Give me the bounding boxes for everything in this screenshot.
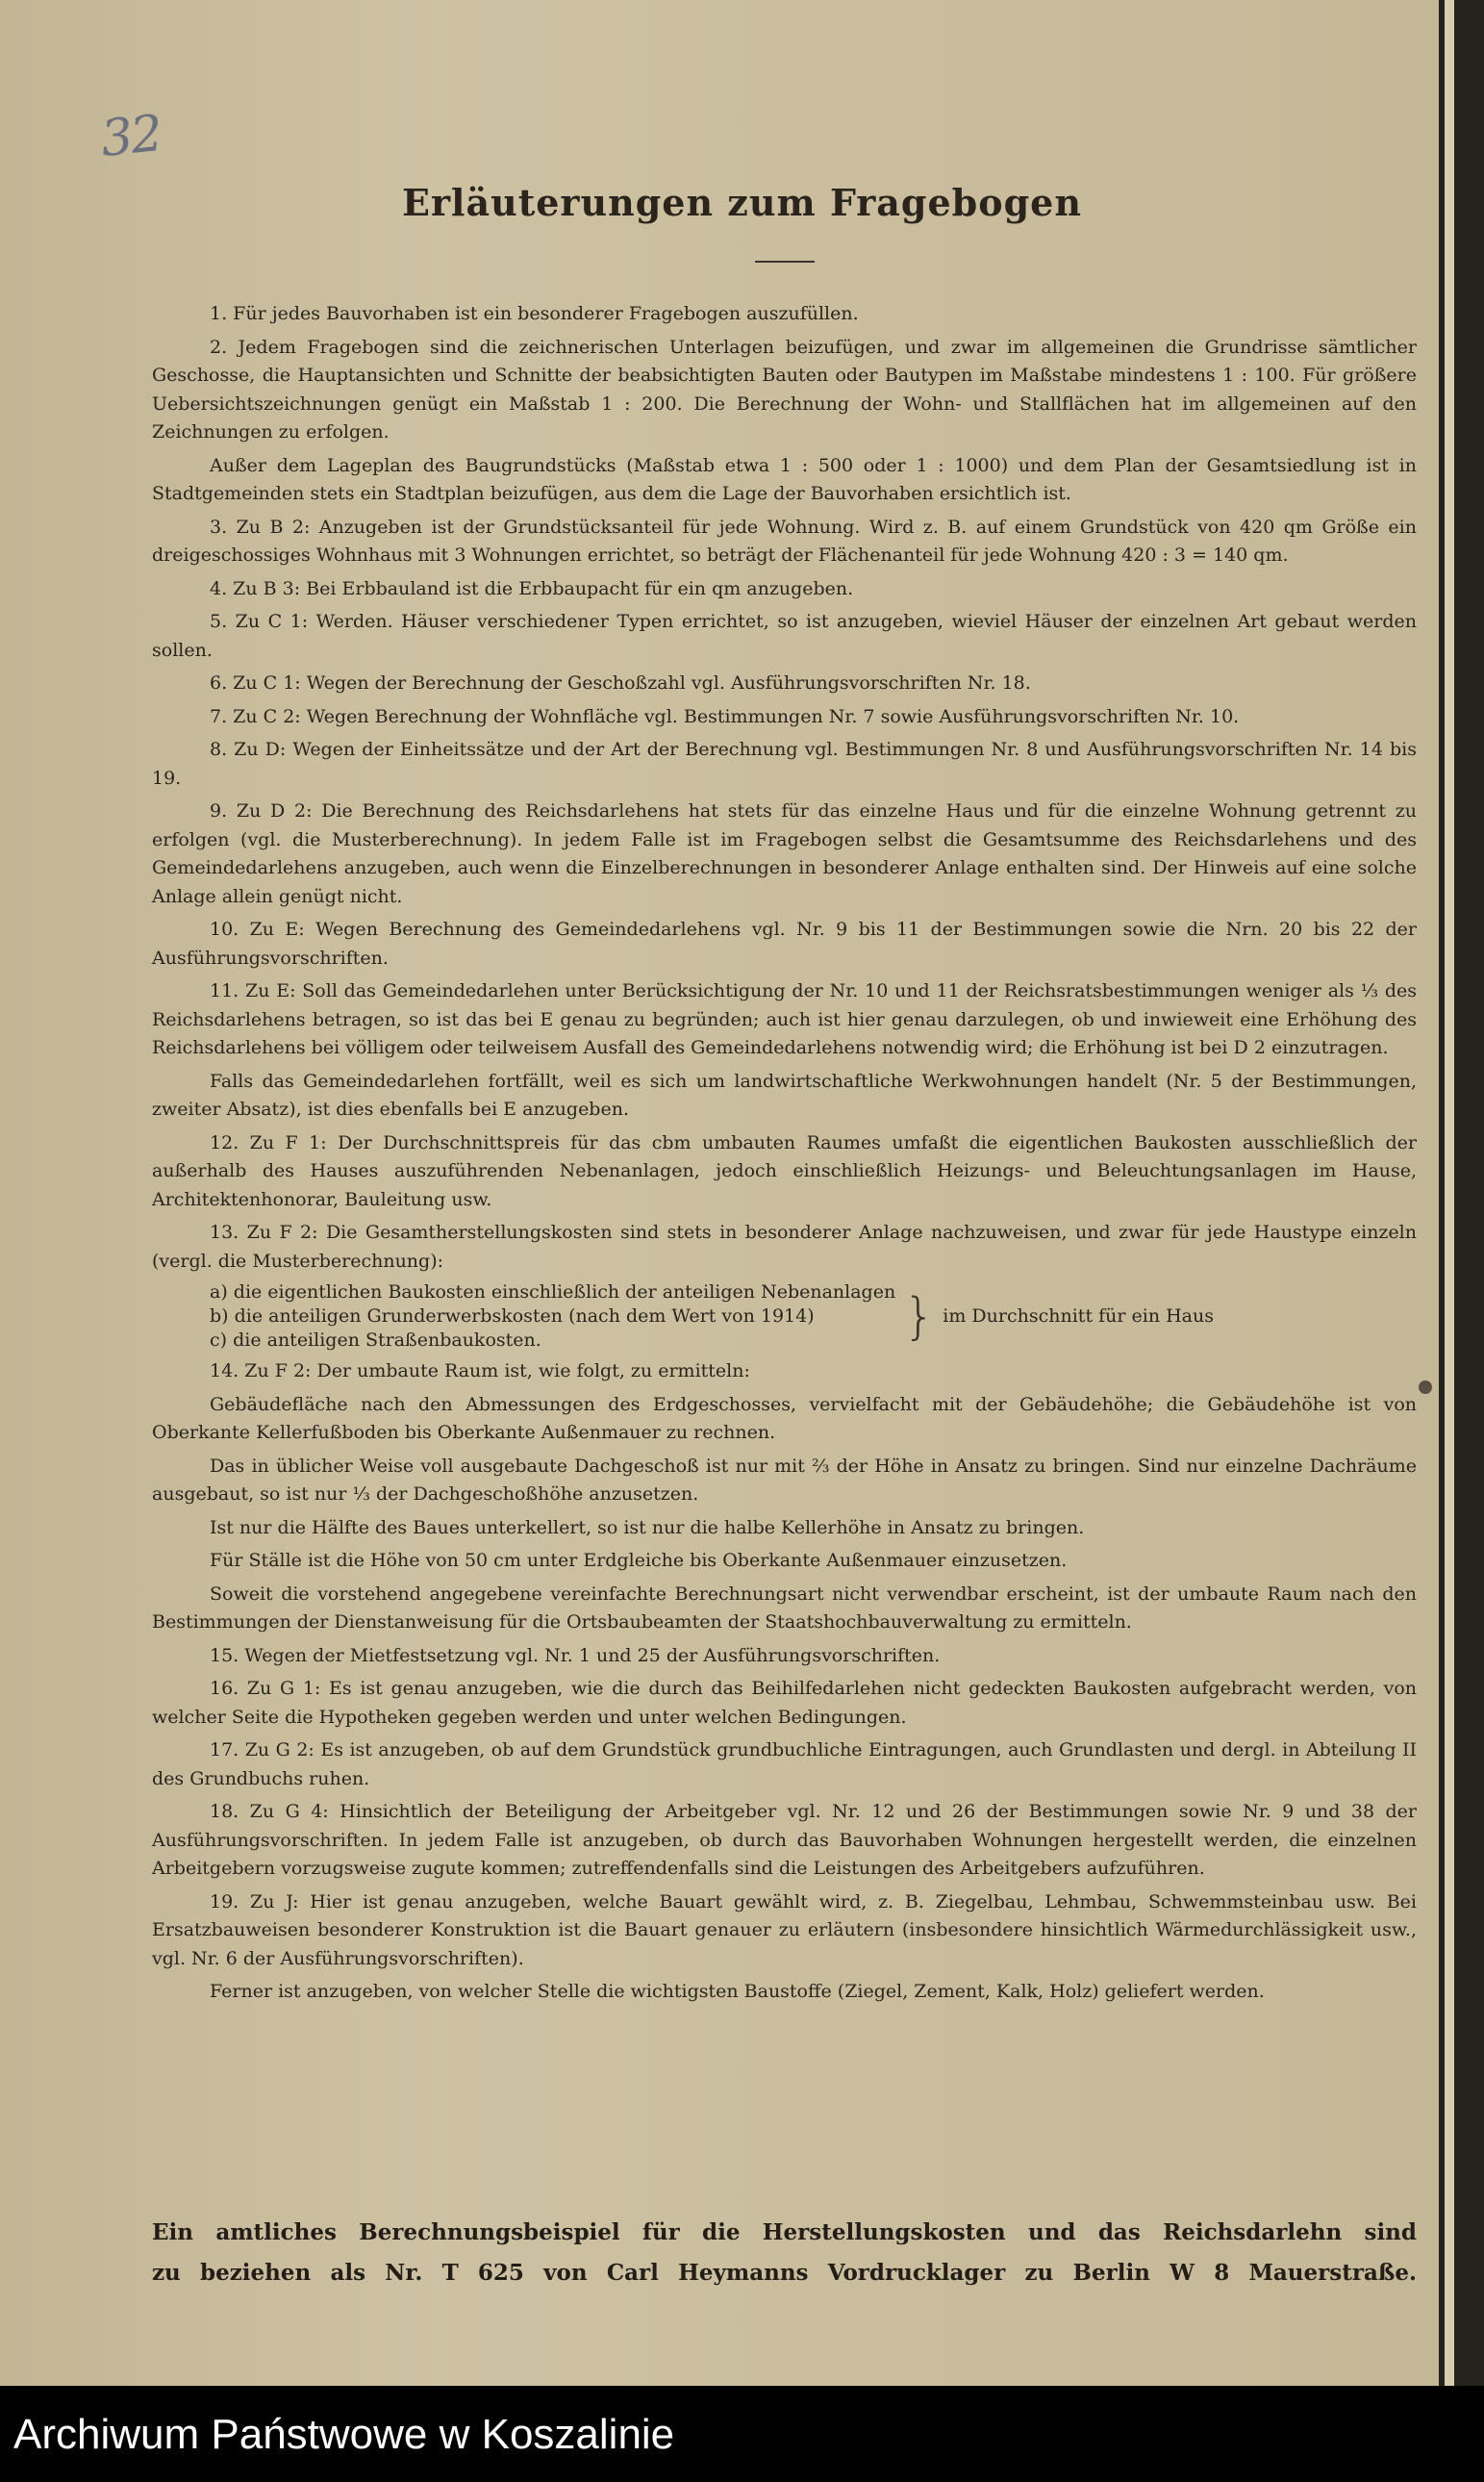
paragraph: 2. Jedem Fragebogen sind die zeichnerischen Unterlagen beizufügen, und zwar im allgemeinen die Grundrisse sämtlicher Geschosse, die Hauptansichten und Schnitte der beabsichtigten Bauten oder Bautypen im Maßstabe mindestens 1 : 100. Für größere Uebersichtszeichnungen genügt ein Maßstab 1 : 200. Die Berechnung der Wohn- und Stallflächen hat im allgemeinen auf den Zeichnungen zu erfolgen. bbox=[152, 336, 1417, 443]
page-title: Erläuterungen zum Fragebogen bbox=[402, 181, 1082, 224]
paragraph: Gebäudefläche nach den Abmessungen des Erdgeschosses, vervielfacht mit der Gebäudehöhe; die Gebäudehöhe ist von Oberkante Kellerfußboden bis Oberkante Außenmauer zu rechnen. bbox=[152, 1393, 1417, 1443]
paragraph: 8. Zu D: Wegen der Einheitssätze und der Art der Berechnung vgl. Bestimmungen Nr. 8 und Ausführungsvorschriften Nr. 14 bis 19. bbox=[152, 739, 1417, 789]
archive-label: Archiwum Państwowe w Koszalinie bbox=[13, 2411, 675, 2458]
paragraph: Soweit die vorstehend angegebene vereinfachte Berechnungsart nicht verwendbar erscheint, ist der umbaute Raum nach den Bestimmungen der Dienstanweisung für die Ortsbaubeamten der Staatshochbauverwaltung zu ermitteln. bbox=[152, 1583, 1417, 1633]
paragraph: 19. Zu J: Hier ist genau anzugeben, welche Bauart gewählt wird, z. B. Ziegelbau, Lehmbau, Schwemmsteinbau usw. Bei Ersatzbauweisen besonderer Konstruktion ist die Bauart genauer zu erläutern (insbesondere hinsichtlich Wärmedurchlässigkeit usw., vgl. Nr. 6 der Ausführungsvorschriften). bbox=[152, 1890, 1417, 1969]
paragraph: Außer dem Lageplan des Baugrundstücks (Maßstab etwa 1 : 500 oder 1 : 1000) und dem Plan der Gesamtsiedlung ist in Stadtgemeinden stets ein Stadtplan beizufügen, aus dem die Lage der Bauvorhaben ersichtlich ist. bbox=[152, 454, 1417, 504]
sub-item: a) die eigentlichen Baukosten einschließlich der anteiligen Nebenanlagen bbox=[210, 1281, 896, 1303]
next-page-edge bbox=[1445, 0, 1454, 2386]
paragraph: 14. Zu F 2: Der umbaute Raum ist, wie folgt, zu ermitteln: bbox=[210, 1360, 750, 1381]
paragraph: Ferner ist anzugeben, von welcher Stelle die wichtigsten Baustoffe (Ziegel, Zement, Kalk, Holz) geliefert werden. bbox=[210, 1981, 1265, 2002]
sub-item: b) die anteiligen Grunderwerbskosten (nach dem Wert von 1914) bbox=[210, 1305, 815, 1327]
paragraph: Falls das Gemeindedarlehen fortfällt, weil es sich um landwirtschaftliche Werkwohnungen handelt (Nr. 5 der Bestimmungen, zweiter Absatz), ist dies ebenfalls bei E anzugeben. bbox=[152, 1070, 1417, 1120]
paragraph: 10. Zu E: Wegen Berechnung des Gemeindedarlehens vgl. Nr. 9 bis 11 der Bestimmungen sowie die Nrn. 20 bis 22 der Ausführungsvorschriften. bbox=[152, 919, 1417, 969]
footer-note bbox=[152, 2213, 1417, 2293]
explanations-body bbox=[152, 300, 1417, 2012]
archive-watermark-bar bbox=[0, 2386, 1484, 2482]
paragraph: 15. Wegen der Mietfestsetzung vgl. Nr. 1 und 25 der Ausführungsvorschriften. bbox=[210, 1644, 941, 1666]
sub-item-list bbox=[152, 1280, 895, 1353]
paragraph: 3. Zu B 2: Anzugeben ist der Grundstücksanteil für jede Wohnung. Wird z. B. auf einem Grundstück von 420 qm Größe ein dreigeschossiges Wohnhaus mit 3 Wohnungen errichtet, so beträgt der Flächenanteil für jede Wohnung 420 : 3 = 140 qm. bbox=[152, 516, 1417, 566]
handwritten-page-number: 32 bbox=[98, 104, 164, 169]
curly-brace-icon: } bbox=[903, 1287, 936, 1346]
scan-right-edge bbox=[1439, 0, 1484, 2386]
paragraph: 4. Zu B 3: Bei Erbbauland ist die Erbbaupacht für ein qm anzugeben. bbox=[210, 577, 854, 599]
ink-spot bbox=[1419, 1380, 1432, 1394]
paragraph: 12. Zu F 1: Der Durchschnittspreis für das cbm umbauten Raumes umfaßt die eigentlichen Baukosten ausschließlich der außerhalb des Hauses auszuführenden Nebenanlagen, jedoch einschließlich Heizungs- und Beleuchtungsanlagen im Hause, Architektenhonorar, Bauleitung usw. bbox=[152, 1131, 1417, 1210]
paragraph: 16. Zu G 1: Es ist genau anzugeben, wie die durch das Beihilfedarlehen nicht gedeckten Baukosten aufgebracht werden, von welcher Seite die Hypotheken gegeben werden und unter welchen Bedingungen. bbox=[152, 1678, 1417, 1728]
paragraph: 13. Zu F 2: Die Gesamtherstellungskosten sind stets in besonderer Anlage nachzuweisen, und zwar für jede Haustype einzeln (vergl. die Musterberechnung): bbox=[152, 1222, 1417, 1272]
paragraph: 6. Zu C 1: Wegen der Berechnung der Geschoßzahl vgl. Ausführungsvorschriften Nr. 18. bbox=[210, 672, 1031, 694]
brace-label: im Durchschnitt für ein Haus bbox=[943, 1304, 1214, 1327]
paragraph: 17. Zu G 2: Es ist anzugeben, ob auf dem Grundstück grundbuchliche Eintragungen, auch Grundlasten und dergl. in Abteilung II des Grundbuchs ruhen. bbox=[152, 1739, 1417, 1789]
paragraph: 11. Zu E: Soll das Gemeindedarlehen unter Berücksichtigung der Nr. 10 und 11 der Reichsratsbestimmungen weniger als ⅓ des Reichsdarlehens betragen, so ist das bei E genau zu begründen; auch ist hier genau darzulegen, ob und inwieweit eine Erhöhung des Reichsdarlehens bei völligem oder teilweisem Ausfall des Gemeindedarlehens notwendig wird; die Erhöhung ist bei D 2 einzutragen. bbox=[152, 980, 1417, 1058]
paragraph: 18. Zu G 4: Hinsichtlich der Beteiligung der Arbeitgeber vgl. Nr. 12 und 26 der Bestimmungen sowie Nr. 9 und 38 der Ausführungsvorschriften. In jedem Falle ist anzugeben, ob durch das Bauvorhaben Wohnungen hergestellt werden, die einzelnen Arbeitgebern vorzugsweise zugute kommen; zutreffendenfalls sind die Leistungen des Arbeitgebers aufzuführen. bbox=[152, 1801, 1417, 1879]
paragraph: 5. Zu C 1: Werden. Häuser verschiedener Typen errichtet, so ist anzugeben, wieviel Häuser der einzelnen Art gebaut werden sollen. bbox=[152, 611, 1417, 661]
sub-item: c) die anteiligen Straßenbaukosten. bbox=[210, 1330, 541, 1351]
cost-sub-items bbox=[152, 1280, 1417, 1353]
paragraph: Das in üblicher Weise voll ausgebaute Dachgeschoß ist nur mit ⅔ der Höhe in Ansatz zu bringen. Sind nur einzelne Dachräume ausgebaut, so ist nur ⅓ der Dachgeschoßhöhe anzusetzen. bbox=[152, 1455, 1417, 1505]
paragraph: Für Ställe ist die Höhe von 50 cm unter Erdgleiche bis Oberkante Außenmauer einzusetzen. bbox=[210, 1550, 1068, 1571]
footer-note-line: Ein amtliches Berechnungsbeispiel für die Herstellungskosten und das Reichsdarlehn sind bbox=[152, 2219, 1417, 2245]
paragraph: 7. Zu C 2: Wegen Berechnung der Wohnfläche vgl. Bestimmungen Nr. 7 sowie Ausführungsvorschriften Nr. 10. bbox=[210, 705, 1240, 727]
paragraph: 1. Für jedes Bauvorhaben ist ein besonderer Fragebogen auszufüllen. bbox=[210, 303, 859, 324]
paragraph: Ist nur die Hälfte des Baues unterkellert, so ist nur die halbe Kellerhöhe in Ansatz zu bringen. bbox=[210, 1516, 1085, 1538]
title-divider bbox=[755, 261, 815, 263]
paragraph: 9. Zu D 2: Die Berechnung des Reichsdarlehens hat stets für das einzelne Haus und für die einzelne Wohnung getrennt zu erfolgen (vgl. die Musterberechnung). In jedem Falle ist im Fragebogen selbst die Gesamtsumme des Reichsdarlehens und des Gemeindedarlehens anzugeben, auch wenn die Einzelberechnungen in besonderer Anlage enthalten sind. Der Hinweis auf eine solche Anlage allein genügt nicht. bbox=[152, 800, 1417, 907]
footer-note-line: zu beziehen als Nr. T 625 von Carl Heymanns Vordrucklager zu Berlin W 8 Mauerstraße. bbox=[152, 2260, 1417, 2286]
